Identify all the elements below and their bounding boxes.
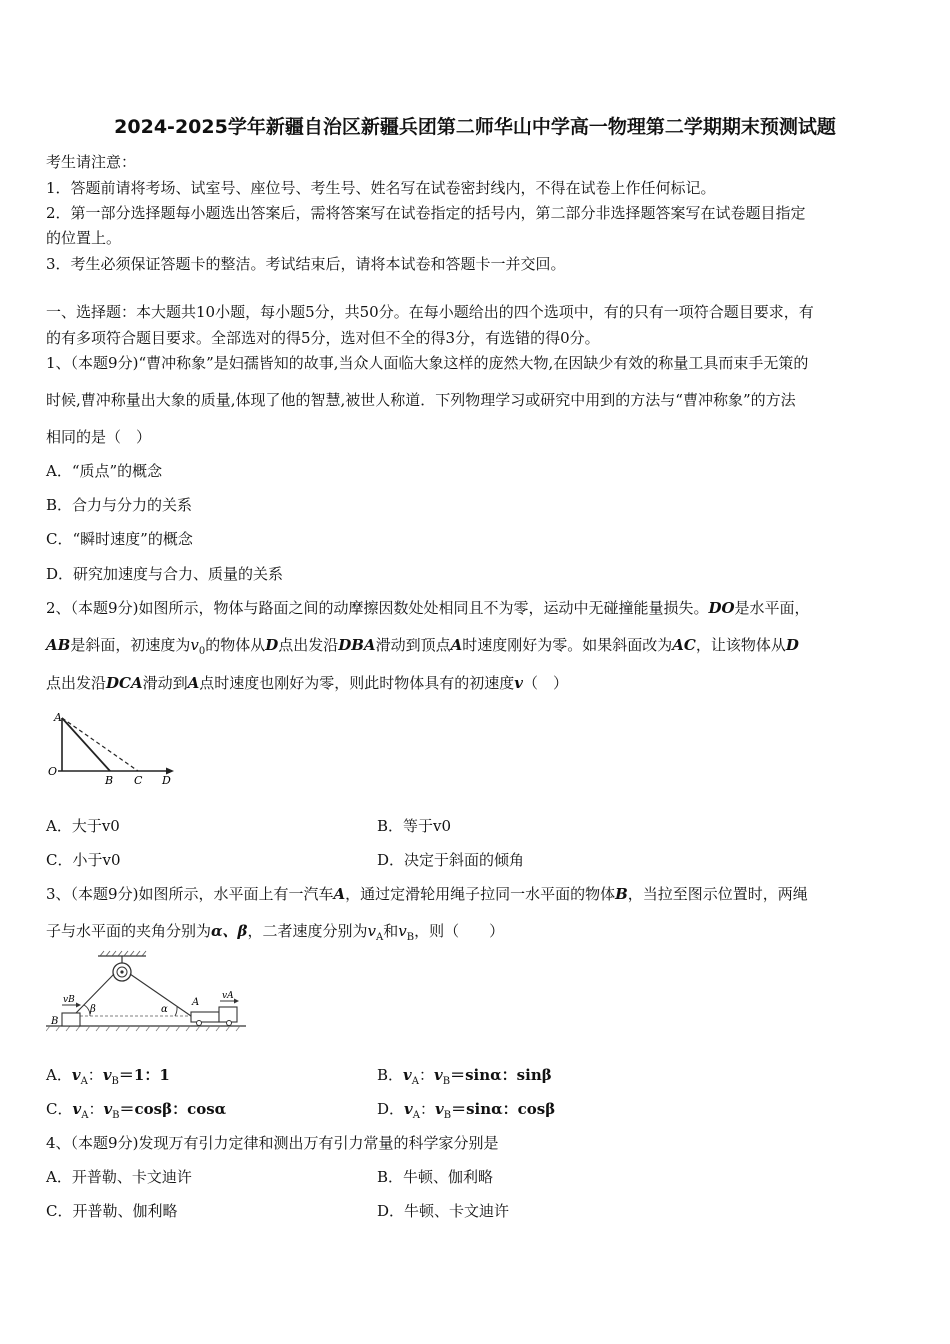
q3-option-a[interactable]: A．$v_A$：$v_B=1$：1 xyxy=(46,1066,170,1087)
q1-option-d[interactable]: D．研究加速度与合力、质量的关系 xyxy=(46,565,284,583)
q4-option-b[interactable]: B．牛顿、伽利略 xyxy=(377,1168,494,1186)
section-line: 的有多项符合题目要求。全部选对的得5分，选对但不全的得3分，有选错的得0分。 xyxy=(46,329,600,347)
q4-option-a[interactable]: A．开普勒、卡文迪许 xyxy=(46,1168,192,1186)
pulley-figure xyxy=(46,950,248,1036)
q3-option-c[interactable]: C．$v_A$：$v_B=\cos\beta$：cosα xyxy=(46,1100,227,1121)
q4-option-d[interactable]: D．牛顿、卡文迪许 xyxy=(377,1202,510,1220)
q3-stem-line: 3、（本题9分)如图所示，水平面上有一汽车A，通过定滑轮用绳子拉同一水平面的物体B，当拉至图示位置时，两绳 xyxy=(46,885,808,903)
q2-stem-line: 点出发沿DCA滑动到A点时速度也刚好为零，则此时物体具有的初速度v（ ） xyxy=(46,674,569,692)
q2-option-a[interactable]: A．大于v0 xyxy=(46,817,120,835)
label-d: D xyxy=(162,774,171,787)
label-b: B xyxy=(51,1016,59,1027)
q2-option-d[interactable]: D．决定于斜面的倾角 xyxy=(377,851,525,869)
q2-stem-line: AB是斜面，初速度为$v_0$的物体从D点出发沿DBA滑动到顶点A时速度刚好为零。如果斜面改为AC，让该物体从D xyxy=(46,636,799,657)
q4-stem-line: 4、（本题9分)发现万有引力定律和测出万有引力常量的科学家分别是 xyxy=(46,1134,499,1152)
label-o: O xyxy=(48,765,58,778)
car-a xyxy=(191,1012,219,1022)
q3-option-b[interactable]: B．$v_A$：$v_B=\sin\alpha$：sinβ xyxy=(377,1066,552,1087)
q3-option-d[interactable]: D．$v_A$：$v_B=\sin\alpha$：cosβ xyxy=(377,1100,556,1121)
q1-stem-line: 时候,曹冲称量出大象的质量,体现了他的智慧,被世人称道．下列物理学习或研究中用到的方法与“曹冲称象”的方法 xyxy=(46,391,796,409)
notice-item: 2．第一部分选择题每小题选出答案后，需将答案写在试卷指定的括号内，第二部分非选择题答案写在试卷题目指定 xyxy=(46,204,806,222)
q1-option-c[interactable]: C．“瞬时速度”的概念 xyxy=(46,530,193,548)
q2-option-b[interactable]: B．等于v0 xyxy=(377,817,452,835)
notice-item: 的位置上。 xyxy=(46,229,122,247)
q1-option-b[interactable]: B．合力与分力的关系 xyxy=(46,496,193,514)
label-b: B xyxy=(105,774,114,787)
page-title: 2024-2025学年新疆自治区新疆兵团第二师华山中学高一物理第二学期期末预测试题 xyxy=(114,116,836,138)
label-beta: β xyxy=(90,1004,96,1015)
label-a: A xyxy=(54,711,62,724)
label-c: C xyxy=(134,774,143,787)
q1-stem-line: 相同的是（ ） xyxy=(46,428,152,446)
notice-item: 1．答题前请将考场、试室号、座位号、考生号、姓名写在试卷密封线内，不得在试卷上作任何标记。 xyxy=(46,179,716,197)
label-alpha: α xyxy=(161,1004,168,1015)
block-b xyxy=(62,1013,80,1026)
q1-stem-line: 1、（本题9分)“曹冲称象”是妇孺皆知的故事,当众人面临大象这样的庞然大物,在因缺少有效的称量工具而束手无策的 xyxy=(46,354,809,372)
q2-stem-line: 2、（本题9分)如图所示，物体与路面之间的动摩擦因数处处相同且不为零，运动中无碰撞能量损失。DO是水平面， xyxy=(46,599,810,617)
q2-option-c[interactable]: C．小于v0 xyxy=(46,851,121,869)
incline-figure xyxy=(44,708,179,790)
incline-ac xyxy=(62,718,138,771)
q3-stem-line: 子与水平面的夹角分别为α、β，二者速度分别为$v_A$和$v_B$，则（ ） xyxy=(46,922,505,943)
section-line: 一、选择题：本大题共10小题，每小题5分，共50分。在每小题给出的四个选项中，有的只有一项符合题目要求，有 xyxy=(46,303,814,321)
label-va: vA xyxy=(222,991,234,1001)
q1-option-a[interactable]: A．“质点”的概念 xyxy=(46,462,163,480)
label-vb: vB xyxy=(63,995,75,1005)
label-a: A xyxy=(192,997,200,1008)
incline-ab xyxy=(62,718,110,771)
q4-option-c[interactable]: C．开普勒、伽利略 xyxy=(46,1202,178,1220)
notice-heading: 考生请注意： xyxy=(46,153,137,171)
notice-item: 3．考生必须保证答题卡的整洁。考试结束后，请将本试卷和答题卡一并交回。 xyxy=(46,255,566,273)
